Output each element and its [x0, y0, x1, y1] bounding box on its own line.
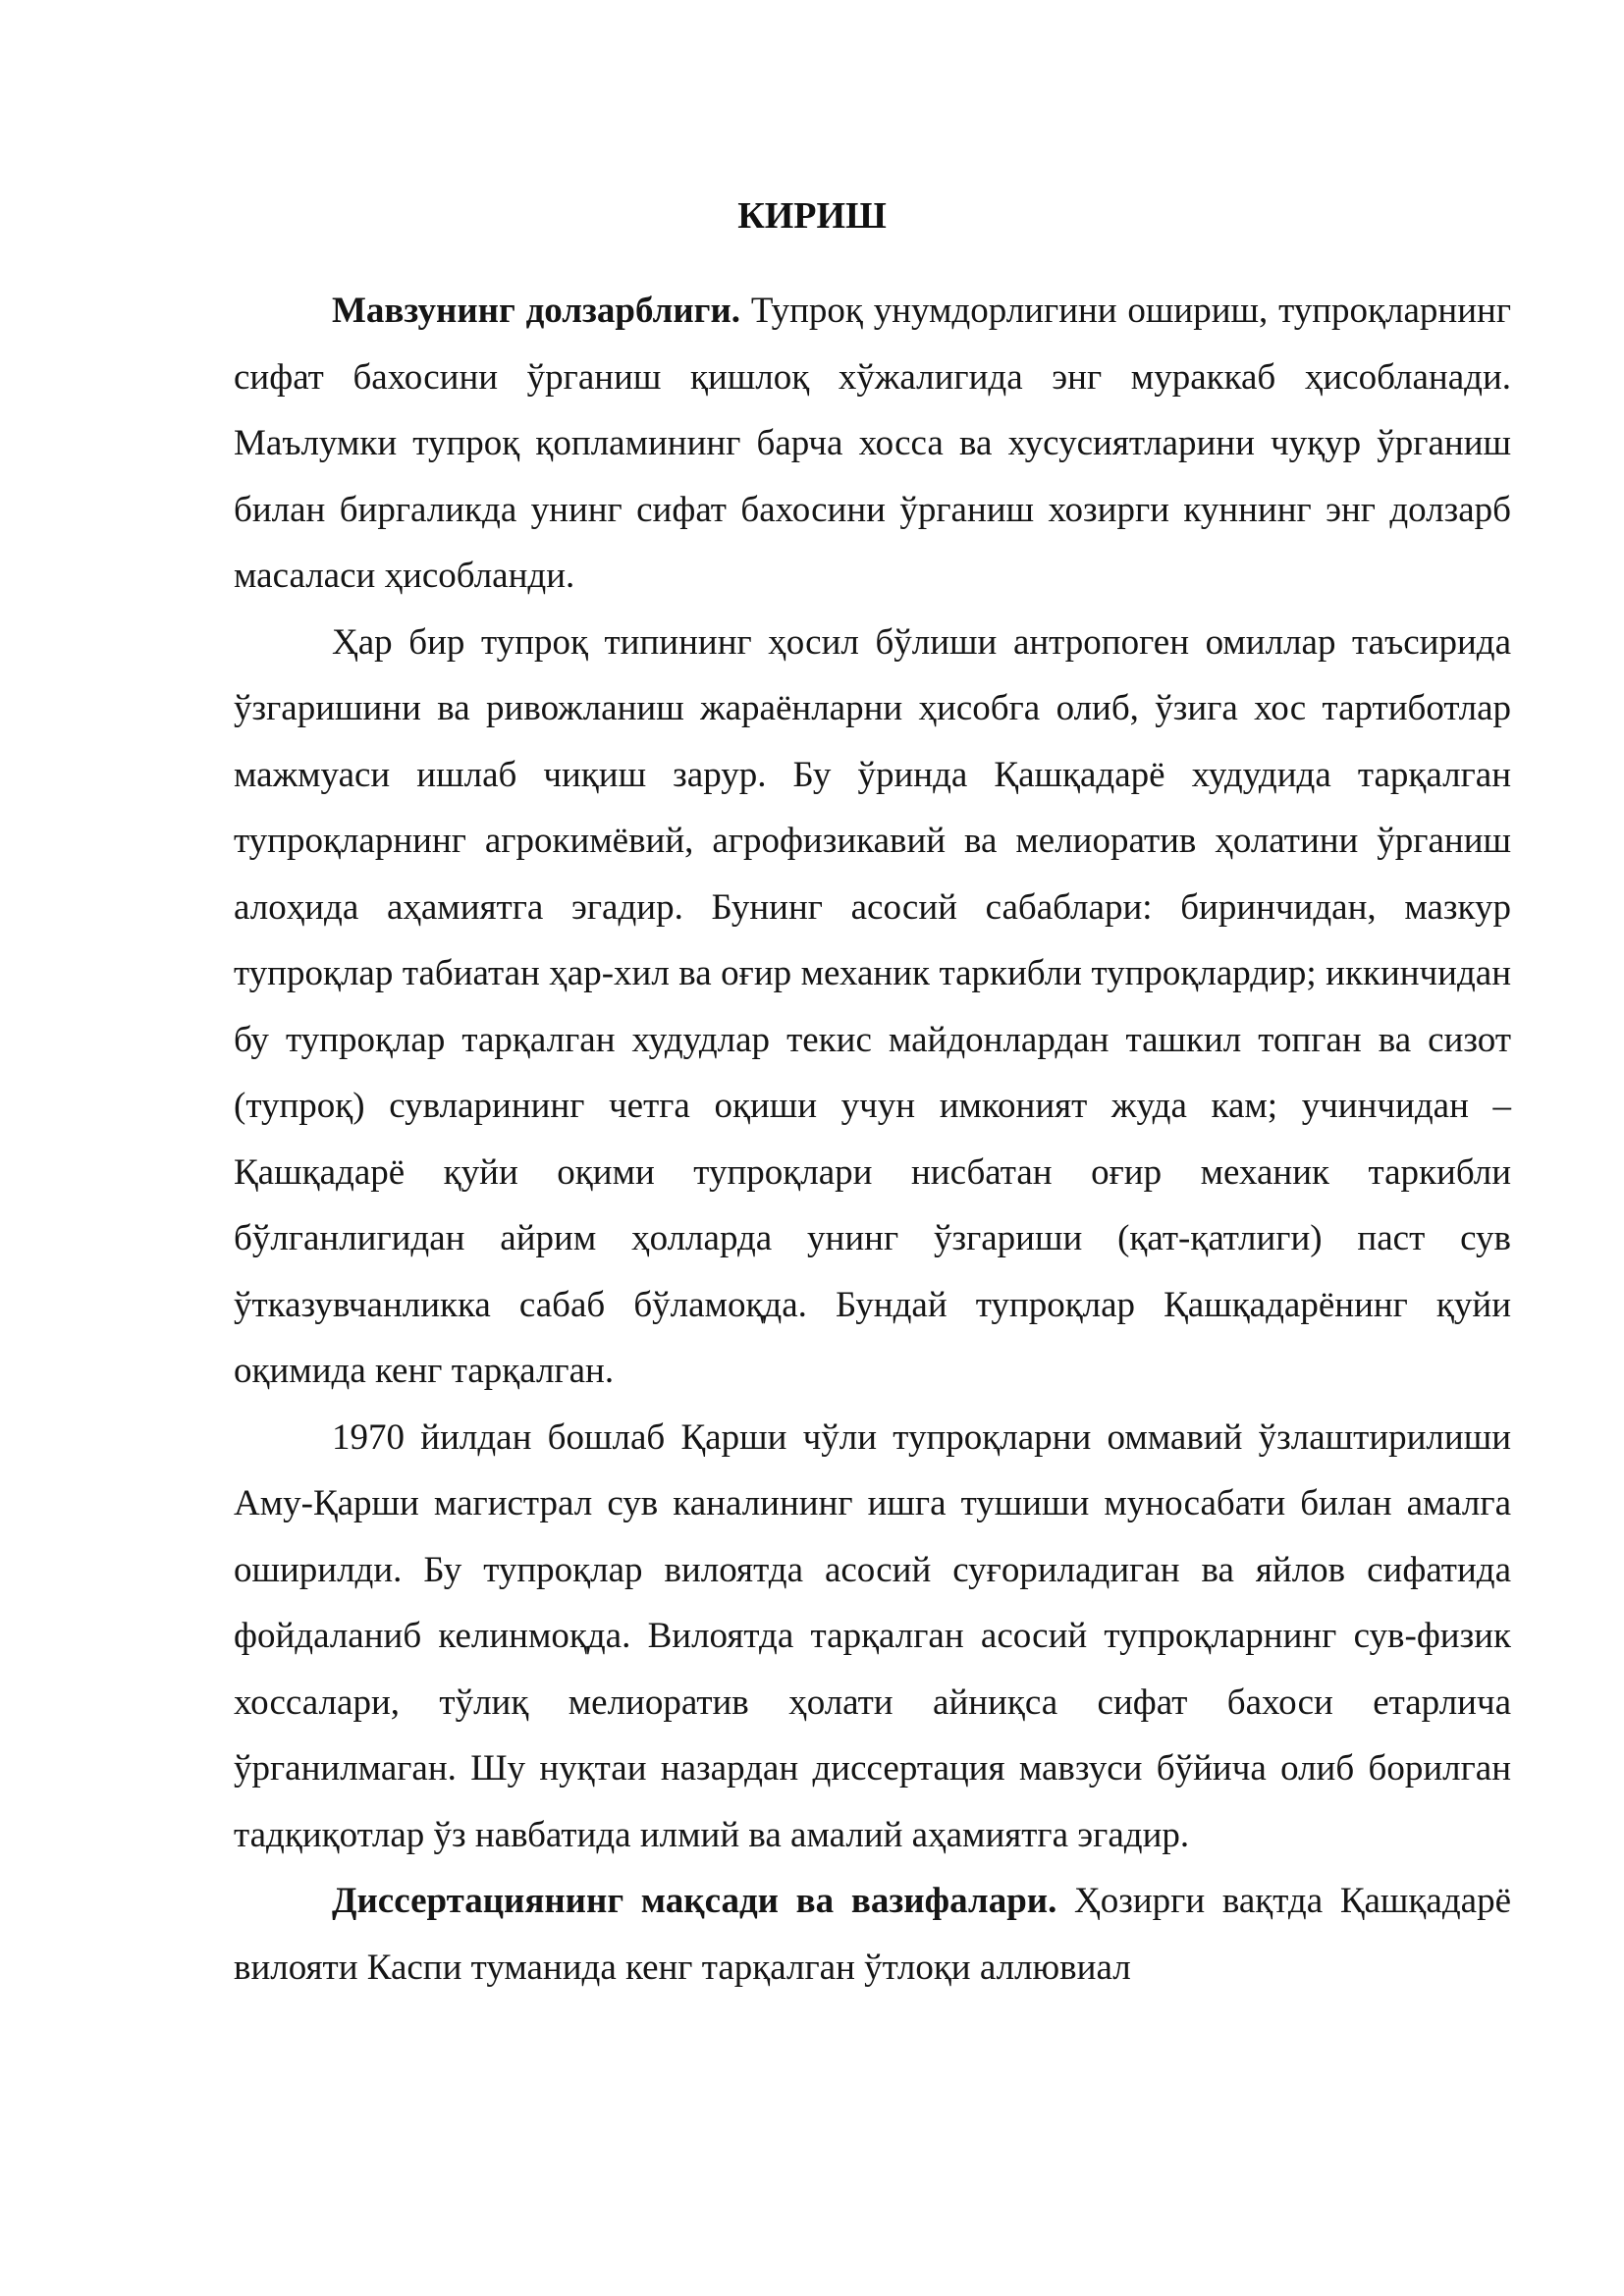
paragraph-text: Ҳозирги вақтда Қашқадарё вилояти Каспи туманида кенг тарқалган ўтлоқи аллювиал: [234, 1881, 1511, 1988]
paragraph-relevance: [234, 278, 1511, 610]
document-body: [234, 278, 1511, 2001]
paragraph-karshi-steppe: [234, 1405, 1511, 1869]
paragraph-goals: [234, 1868, 1511, 2001]
paragraph-heading: Диссертациянинг мақсади ва вазифалари.: [332, 1881, 1057, 1921]
paragraph-soil-types: [234, 610, 1511, 1405]
paragraph-text: Тупроқ унумдорлигини ошириш, тупроқларнинг сифат бахосини ўрганиш қишлоқ хўжалигида энг мураккаб ҳисобланади. Маълумки тупроқ қопламининг барча хосса ва хусусиятларини чуқур ўрганиш билан биргаликда унинг сифат бахосини ўрганиш хозирги куннинг энг долзарб масаласи ҳисобланди.: [234, 291, 1511, 596]
paragraph-text: Ҳар бир тупроқ типининг ҳосил бўлиши антропоген омиллар таъсирида ўзгаришини ва ривожланиш жараёнларни ҳисобга олиб, ўзига хос тартиботлар мажмуаси ишлаб чиқиш зарур. Бу ўринда Қашқадарё худудида тарқалган тупроқларнинг агрокимёвий, агрофизикавий ва мелиоратив ҳолатини ўрганиш алоҳида аҳамиятга эгадир. Бунинг асосий сабаблари: биринчидан, мазкур тупроқлар табиатан ҳар-хил ва оғир механик таркибли тупроқлардир; иккинчидан бу тупроқлар тарқалган худудлар текис майдонлардан ташкил топган ва сизот (тупроқ) сувларининг четга оқиши учун имконият жуда кам; учинчидан – Қашқадарё қуйи оқими тупроқлари нисбатан оғир механик таркибли бўлганлигидан айрим ҳолларда унинг ўзгариши (қат-қатлиги) паст сув ўтказувчанликка сабаб бўламоқда. Бундай тупроқлар Қашқадарёнинг қуйи оқимида кенг тарқалган.: [234, 621, 1511, 1391]
paragraph-heading: Мавзунинг долзарблиги.: [332, 291, 741, 331]
paragraph-text: 1970 йилдан бошлаб Қарши чўли тупроқларни оммавий ўзлаштирилиши Аму-Қарши магистрал сув каналининг ишга тушиши муносабати билан амалга оширилди. Бу тупроқлар вилоятда асосий суғориладиган ва яйлов сифатида фойдаланиб келинмоқда. Вилоятда тарқалган асосий тупроқларнинг сув-физик хоссалари, тўлиқ мелиоратив ҳолати айниқса сифат бахоси етарлича ўрганилмаган. Шу нуқтаи назардан диссертация мавзуси бўйича олиб борилган тадқиқотлар ўз навбатида илмий ва амалий аҳамиятга эгадир.: [234, 1416, 1511, 1855]
page-title: КИРИШ: [737, 195, 887, 237]
